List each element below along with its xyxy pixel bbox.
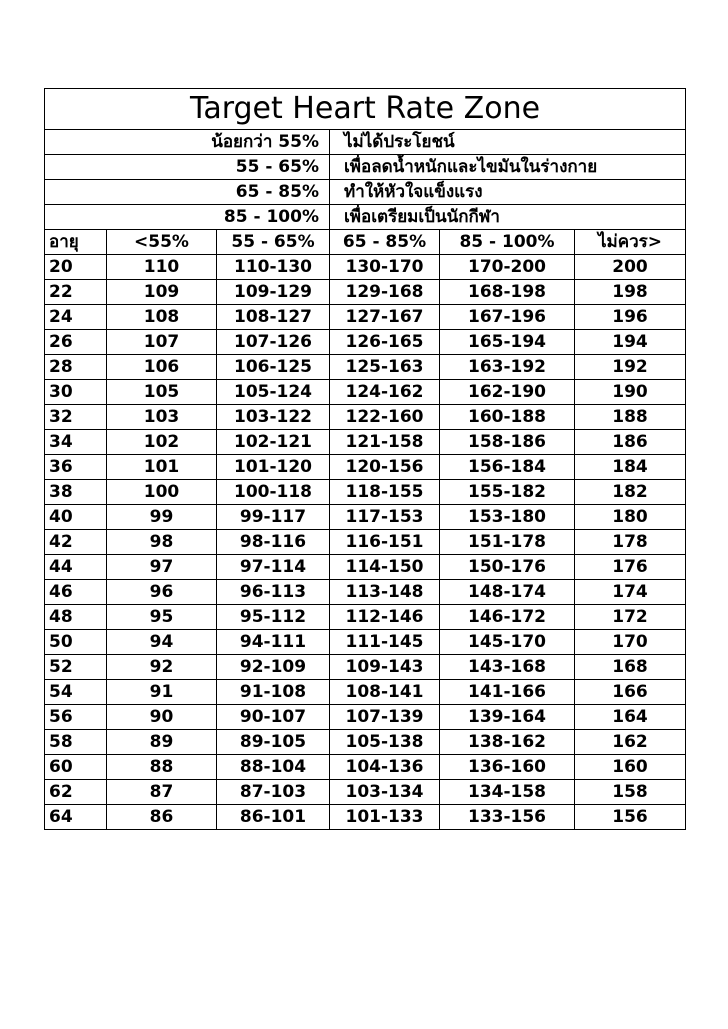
table-row: [45, 680, 686, 705]
zone-65-85-cell: 113-148: [330, 580, 440, 605]
zone-55-65-cell: 107-126: [217, 330, 330, 355]
zone-55-65-cell: 108-127: [217, 305, 330, 330]
header-age: อายุ: [45, 230, 107, 255]
zone-85-100-cell: 148-174: [440, 580, 575, 605]
max-cell: 164: [575, 705, 686, 730]
lt55-cell: 95: [107, 605, 217, 630]
zone-85-100-cell: 168-198: [440, 280, 575, 305]
table-row: [45, 655, 686, 680]
table-row: [45, 530, 686, 555]
max-cell: 192: [575, 355, 686, 380]
age-cell: 64: [45, 805, 107, 830]
zone-65-85-cell: 107-139: [330, 705, 440, 730]
lt55-cell: 97: [107, 555, 217, 580]
age-cell: 22: [45, 280, 107, 305]
header-85-100: 85 - 100%: [440, 230, 575, 255]
zone-55-65-cell: 98-116: [217, 530, 330, 555]
header-65-85: 65 - 85%: [330, 230, 440, 255]
lt55-cell: 86: [107, 805, 217, 830]
max-cell: 170: [575, 630, 686, 655]
header-not-exceed: ไม่ควร>: [575, 230, 686, 255]
age-cell: 24: [45, 305, 107, 330]
age-cell: 28: [45, 355, 107, 380]
zone-55-65-cell: 92-109: [217, 655, 330, 680]
zone-55-65-cell: 86-101: [217, 805, 330, 830]
zone-range: 85 - 100%: [45, 205, 330, 230]
zone-55-65-cell: 99-117: [217, 505, 330, 530]
zone-65-85-cell: 129-168: [330, 280, 440, 305]
max-cell: 190: [575, 380, 686, 405]
zone-55-65-cell: 88-104: [217, 755, 330, 780]
age-cell: 60: [45, 755, 107, 780]
zone-85-100-cell: 145-170: [440, 630, 575, 655]
age-cell: 52: [45, 655, 107, 680]
lt55-cell: 89: [107, 730, 217, 755]
zone-65-85-cell: 116-151: [330, 530, 440, 555]
zone-55-65-cell: 105-124: [217, 380, 330, 405]
zone-65-85-cell: 120-156: [330, 455, 440, 480]
zone-85-100-cell: 139-164: [440, 705, 575, 730]
age-cell: 44: [45, 555, 107, 580]
zone-55-65-cell: 101-120: [217, 455, 330, 480]
table-row: [45, 780, 686, 805]
lt55-cell: 88: [107, 755, 217, 780]
lt55-cell: 87: [107, 780, 217, 805]
table-row: [45, 280, 686, 305]
lt55-cell: 99: [107, 505, 217, 530]
max-cell: 178: [575, 530, 686, 555]
table-row: [45, 330, 686, 355]
zone-85-100-cell: 165-194: [440, 330, 575, 355]
lt55-cell: 107: [107, 330, 217, 355]
zone-85-100-cell: 170-200: [440, 255, 575, 280]
zone-range: 65 - 85%: [45, 180, 330, 205]
zone-65-85-cell: 114-150: [330, 555, 440, 580]
heart-rate-table: [44, 88, 686, 830]
lt55-cell: 91: [107, 680, 217, 705]
table-row: [45, 555, 686, 580]
zone-55-65-cell: 109-129: [217, 280, 330, 305]
zone-range: น้อยกว่า 55%: [45, 130, 330, 155]
zone-65-85-cell: 101-133: [330, 805, 440, 830]
zone-description: ทำให้หัวใจแข็งแรง: [330, 180, 686, 205]
table-row: [45, 305, 686, 330]
zone-85-100-cell: 155-182: [440, 480, 575, 505]
zone-85-100-cell: 134-158: [440, 780, 575, 805]
lt55-cell: 105: [107, 380, 217, 405]
zone-55-65-cell: 94-111: [217, 630, 330, 655]
zone-85-100-cell: 151-178: [440, 530, 575, 555]
zone-description: เพื่อเตรียมเป็นนักกีฬา: [330, 205, 686, 230]
header-lt55: <55%: [107, 230, 217, 255]
age-cell: 56: [45, 705, 107, 730]
age-cell: 46: [45, 580, 107, 605]
lt55-cell: 102: [107, 430, 217, 455]
age-cell: 34: [45, 430, 107, 455]
max-cell: 200: [575, 255, 686, 280]
age-cell: 62: [45, 780, 107, 805]
zone-85-100-cell: 153-180: [440, 505, 575, 530]
zone-65-85-cell: 105-138: [330, 730, 440, 755]
zone-85-100-cell: 138-162: [440, 730, 575, 755]
table-row: [45, 805, 686, 830]
table-row: [45, 605, 686, 630]
table-row: [45, 730, 686, 755]
table-row: [45, 455, 686, 480]
lt55-cell: 106: [107, 355, 217, 380]
zone-55-65-cell: 89-105: [217, 730, 330, 755]
zone-65-85-cell: 118-155: [330, 480, 440, 505]
zone-55-65-cell: 90-107: [217, 705, 330, 730]
age-cell: 20: [45, 255, 107, 280]
table-row: [45, 580, 686, 605]
zone-85-100-cell: 143-168: [440, 655, 575, 680]
lt55-cell: 98: [107, 530, 217, 555]
table-row: [45, 405, 686, 430]
age-cell: 26: [45, 330, 107, 355]
lt55-cell: 110: [107, 255, 217, 280]
table-row: [45, 480, 686, 505]
zone-85-100-cell: 146-172: [440, 605, 575, 630]
max-cell: 160: [575, 755, 686, 780]
zone-65-85-cell: 108-141: [330, 680, 440, 705]
max-cell: 194: [575, 330, 686, 355]
max-cell: 166: [575, 680, 686, 705]
table-row: [45, 630, 686, 655]
zone-65-85-cell: 121-158: [330, 430, 440, 455]
max-cell: 184: [575, 455, 686, 480]
zone-85-100-cell: 160-188: [440, 405, 575, 430]
age-cell: 48: [45, 605, 107, 630]
age-cell: 54: [45, 680, 107, 705]
zone-85-100-cell: 158-186: [440, 430, 575, 455]
zone-55-65-cell: 96-113: [217, 580, 330, 605]
table-row: [45, 505, 686, 530]
zone-65-85-cell: 117-153: [330, 505, 440, 530]
page-title: Target Heart Rate Zone: [45, 89, 686, 130]
age-cell: 30: [45, 380, 107, 405]
zone-description: เพื่อลดน้ำหนักและไขมันในร่างกาย: [330, 155, 686, 180]
zone-65-85-cell: 126-165: [330, 330, 440, 355]
max-cell: 196: [575, 305, 686, 330]
max-cell: 182: [575, 480, 686, 505]
age-cell: 40: [45, 505, 107, 530]
zone-65-85-cell: 103-134: [330, 780, 440, 805]
zone-85-100-cell: 162-190: [440, 380, 575, 405]
zone-85-100-cell: 136-160: [440, 755, 575, 780]
zone-55-65-cell: 97-114: [217, 555, 330, 580]
max-cell: 162: [575, 730, 686, 755]
max-cell: 176: [575, 555, 686, 580]
zone-85-100-cell: 141-166: [440, 680, 575, 705]
zone-55-65-cell: 91-108: [217, 680, 330, 705]
table-row: [45, 430, 686, 455]
lt55-cell: 101: [107, 455, 217, 480]
zone-65-85-cell: 127-167: [330, 305, 440, 330]
max-cell: 198: [575, 280, 686, 305]
max-cell: 168: [575, 655, 686, 680]
lt55-cell: 92: [107, 655, 217, 680]
zone-55-65-cell: 102-121: [217, 430, 330, 455]
max-cell: 158: [575, 780, 686, 805]
table-row: [45, 255, 686, 280]
max-cell: 186: [575, 430, 686, 455]
zone-65-85-cell: 122-160: [330, 405, 440, 430]
max-cell: 156: [575, 805, 686, 830]
lt55-cell: 108: [107, 305, 217, 330]
zone-55-65-cell: 100-118: [217, 480, 330, 505]
zone-range: 55 - 65%: [45, 155, 330, 180]
lt55-cell: 109: [107, 280, 217, 305]
zone-85-100-cell: 167-196: [440, 305, 575, 330]
max-cell: 188: [575, 405, 686, 430]
max-cell: 180: [575, 505, 686, 530]
age-cell: 36: [45, 455, 107, 480]
zone-55-65-cell: 103-122: [217, 405, 330, 430]
table-row: [45, 380, 686, 405]
age-cell: 38: [45, 480, 107, 505]
zone-65-85-cell: 130-170: [330, 255, 440, 280]
zone-65-85-cell: 125-163: [330, 355, 440, 380]
zone-65-85-cell: 124-162: [330, 380, 440, 405]
age-cell: 58: [45, 730, 107, 755]
zone-65-85-cell: 112-146: [330, 605, 440, 630]
max-cell: 172: [575, 605, 686, 630]
zone-85-100-cell: 156-184: [440, 455, 575, 480]
max-cell: 174: [575, 580, 686, 605]
zone-85-100-cell: 133-156: [440, 805, 575, 830]
zone-55-65-cell: 87-103: [217, 780, 330, 805]
header-55-65: 55 - 65%: [217, 230, 330, 255]
lt55-cell: 103: [107, 405, 217, 430]
zone-85-100-cell: 150-176: [440, 555, 575, 580]
zone-85-100-cell: 163-192: [440, 355, 575, 380]
table-row: [45, 705, 686, 730]
table-row: [45, 755, 686, 780]
lt55-cell: 96: [107, 580, 217, 605]
zone-55-65-cell: 110-130: [217, 255, 330, 280]
lt55-cell: 100: [107, 480, 217, 505]
zone-55-65-cell: 95-112: [217, 605, 330, 630]
lt55-cell: 90: [107, 705, 217, 730]
zone-description: ไม่ได้ประโยชน์: [330, 130, 686, 155]
age-cell: 50: [45, 630, 107, 655]
table-row: [45, 355, 686, 380]
zone-65-85-cell: 111-145: [330, 630, 440, 655]
zone-55-65-cell: 106-125: [217, 355, 330, 380]
age-cell: 32: [45, 405, 107, 430]
age-cell: 42: [45, 530, 107, 555]
zone-65-85-cell: 104-136: [330, 755, 440, 780]
zone-65-85-cell: 109-143: [330, 655, 440, 680]
lt55-cell: 94: [107, 630, 217, 655]
